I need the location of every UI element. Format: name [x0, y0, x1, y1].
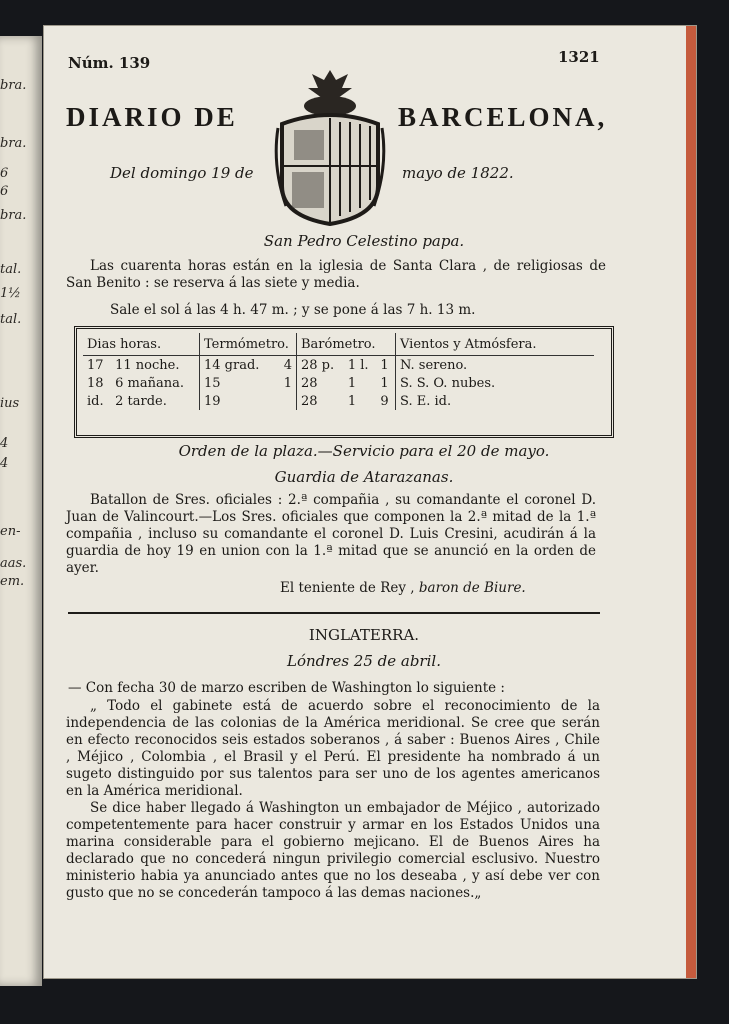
table-row: [83, 356, 594, 375]
cell-baro-l: 1 l.: [347, 357, 369, 373]
england-dateline: Lóndres 25 de abril.: [287, 652, 441, 670]
table-row: [83, 392, 594, 410]
header-wind: Vientos y Atmósfera.: [396, 333, 595, 356]
left-fragment: bra.: [0, 208, 27, 223]
plaza-order-text: Batallon de Sres. oficiales : 2.ª compañia , su comandante el coronel D. Juan de Valincourt.—Los Sres. oficiales que componen la 2.ª mitad de la 1.ª compañia , incluso su comandante el coronel D. Luis Cresini, acudirán á la guardia de hoy 19 en union con la 1.ª mitad que se anunció en la orden de ayer.: [66, 492, 596, 576]
cell-temp: 19: [200, 392, 277, 410]
left-fragment: en-: [0, 524, 21, 539]
cell-wind: S. S. O. nubes.: [396, 374, 595, 392]
england-paragraph-2: Se dice haber llegado á Washington un embajador de Méjico , autorizado competentemente para hacer construir y armar en los Estados Unidos una marina considerable para el gobierno mejicano. El de Buenos Aires ha declarado que no concederá ningun privilegio comercial esclusivo. Nuestro ministerio habia ya anunciado antes que no los deseaba , y así debe ver con gusto que no se concederán tampoco á las demas naciones.„: [66, 800, 600, 901]
forty-hours-notice: Las cuarenta horas están en la iglesia de Santa Clara , de religiosas de San Benito : se reserva á las siete y media.: [66, 258, 606, 291]
section-divider: [68, 612, 600, 614]
masthead-title-left: DIARIO DE: [66, 102, 238, 132]
cell-hour: 2 tarde.: [115, 393, 167, 409]
cell-baro-frac: 9: [380, 393, 389, 409]
cell-wind: N. sereno.: [396, 356, 595, 375]
date-right: mayo de 1822.: [402, 164, 514, 182]
left-fragment: tal.: [0, 312, 22, 327]
cell-hour: 6 mañana.: [115, 375, 184, 391]
cell-baro-p: 28: [297, 374, 344, 392]
left-fragment: ius: [0, 396, 20, 411]
cell-temp-frac: 1: [283, 375, 292, 391]
cell-temp: 15: [200, 374, 277, 392]
left-fragment: bra.: [0, 78, 27, 93]
cell-baro-l: 1: [347, 393, 357, 409]
cell-day: 18: [87, 375, 104, 391]
left-page-edge: [0, 36, 42, 986]
cell-temp-frac: [276, 392, 296, 410]
signature-prefix: El teniente de Rey ,: [280, 580, 415, 596]
date-left: Del domingo 19 de: [110, 164, 254, 182]
masthead-title-right: BARCELONA,: [398, 102, 608, 132]
left-fragment: 6: [0, 166, 9, 181]
signature-name: baron de Biure.: [418, 580, 526, 596]
left-fragment: em.: [0, 574, 25, 589]
cell-wind: S. E. id.: [396, 392, 595, 410]
left-fragment: 1½: [0, 286, 21, 301]
cell-hour: 11 noche.: [115, 357, 180, 373]
coat-of-arms-icon: [272, 66, 388, 226]
left-fragment: 4: [0, 456, 9, 471]
newspaper-page: [44, 26, 696, 978]
cell-baro-p: 28: [297, 392, 344, 410]
left-fragment: 4: [0, 436, 9, 451]
issue-number: Núm. 139: [68, 54, 151, 72]
page-number: 1321: [558, 48, 600, 66]
sun-times: Sale el sol á las 4 h. 47 m. ; y se pone á las 7 h. 13 m.: [110, 302, 476, 318]
table-row: [83, 374, 594, 392]
saint-of-day: San Pedro Celestino papa.: [263, 232, 465, 250]
england-heading: INGLATERRA.: [308, 626, 420, 644]
left-fragment: aas.: [0, 556, 27, 571]
header-thermometer: Termómetro.: [200, 333, 297, 356]
header-barometer: Barómetro.: [297, 333, 396, 356]
cell-temp: 14 grad.: [200, 356, 277, 375]
left-fragment: bra.: [0, 136, 27, 151]
weather-table: [83, 333, 594, 410]
cell-day: id.: [87, 393, 104, 409]
england-intro: — Con fecha 30 de marzo escriben de Washington lo siguiente :: [68, 680, 505, 696]
plaza-subheading: Guardia de Atarazanas.: [274, 468, 454, 486]
plaza-signature: [280, 580, 526, 597]
cell-baro-frac: 1: [380, 357, 389, 373]
eagle-crest-icon: [304, 70, 356, 116]
weather-table-box: [74, 326, 614, 438]
cell-baro-l: 1: [347, 375, 357, 391]
left-fragment: 6: [0, 184, 9, 199]
left-fragment: tal.: [0, 262, 22, 277]
england-paragraph-1: „ Todo el gabinete está de acuerdo sobre el reconocimiento de la independencia de las colonias de la América meridional. Se cree que serán en efecto reconocidos seis estados soberanos , á saber : Buenos Aires , Chile , Méjico , Colombia , el Brasil y el Perú. El presidente ha nombrado á un sugeto distinguido por sus talentos para ser uno de los agentes americanos en la América meridional.: [66, 698, 600, 799]
cell-baro-p: 28 p.: [297, 356, 344, 375]
header-days: Dias horas.: [83, 333, 200, 356]
coat-of-arms-svg: [272, 66, 388, 226]
cell-temp-frac: 4: [283, 357, 292, 373]
cell-baro-frac: 1: [380, 375, 389, 391]
plaza-heading: Orden de la plaza.—Servicio para el 20 de mayo.: [178, 442, 550, 460]
cell-day: 17: [87, 357, 104, 373]
